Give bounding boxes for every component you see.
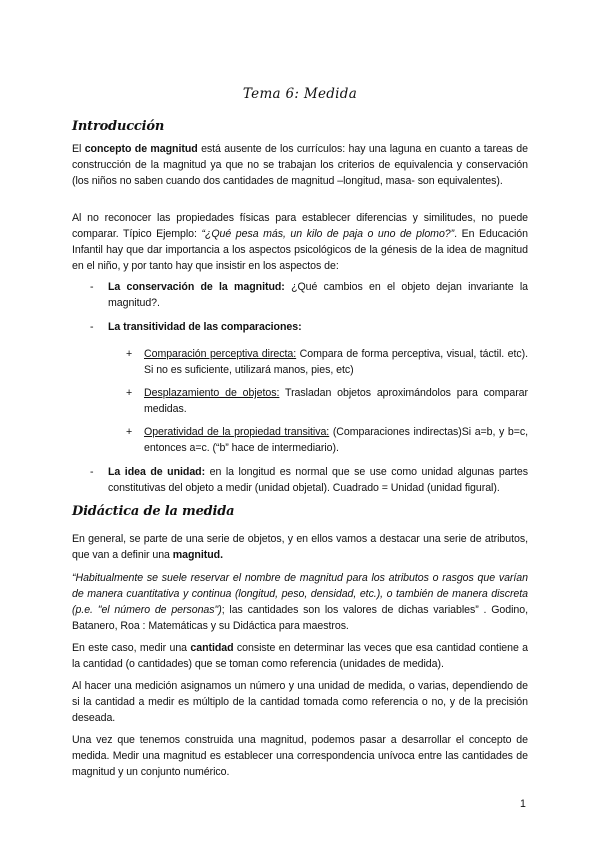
intro-paragraph-2: Al no reconocer las propiedades físicas para establecer diferencias y similitudes, no puede comparar. Típico Ejemplo: “¿Qué pesa más, un kilo de paja o uno de plomo?”. En Educación Infantil hay que dar importancia a los aspectos psicológicos de la génesis de la idea de magnitud en el niño, y por tanto hay que insistir en los aspectos de: (72, 212, 528, 272)
section-heading-didactica: Didáctica de la medida (72, 504, 235, 519)
plus-bullet: + (126, 426, 133, 438)
sub-item-comparacion-perceptiva: Comparación perceptiva directa: Compara de forma perceptiva, visual, táctil. etc). Si no es suficiente, utilizará manos, pies, etc) (144, 348, 528, 376)
dash-bullet: - (90, 321, 94, 333)
plus-bullet: + (126, 387, 133, 399)
page-title: Tema 6: Medida (242, 86, 358, 102)
didactica-quote: “Habitualmente se suele reservar el nombre de magnitud para los atributos o rasgos que varían de manera cuantitativa y continua (longitud, peso, densidad, etc.), o también de manera discreta (p.e. "el número de personas"); las cantidades son los valores de dichas variables” . Godino, Batanero, Roa : Matemáticas y su Didáctica para maestros. (72, 572, 528, 632)
page-number: 1 (520, 798, 526, 810)
sub-item-desplazamiento: Desplazamiento de objetos: Trasladan objetos aproximándolos para comparar medidas. (144, 387, 528, 415)
sub-item-operatividad: Operatividad de la propiedad transitiva: (Comparaciones indirectas)Si a=b, y b=c, entonces a=c. (“b” hace de intermediario). (144, 426, 528, 454)
didactica-paragraph-5: Una vez que tenemos construida una magnitud, podemos pasar a desarrollar el concepto de medida. Medir una magnitud es establecer una correspondencia unívoca entre las cantidades de magnitud y un conjunto numérico. (72, 734, 528, 778)
document-page (72, 0, 528, 848)
didactica-paragraph-3: En este caso, medir una cantidad consiste en determinar las veces que esa cantidad contiene a la cantidad (o cantidades) que se toman como referencia (unidades de medida). (72, 642, 528, 670)
list-item-idea-unidad: La idea de unidad: en la longitud es normal que se use como unidad algunas partes constitutivas del objeto a medir (unidad objetal). Cuadrado = Unidad (unidad figural). (108, 466, 528, 494)
list-item-conservacion: La conservación de la magnitud: ¿Qué cambios en el objeto dejan invariante la magnitud?. (108, 281, 528, 309)
dash-bullet: - (90, 466, 94, 478)
dash-bullet: - (90, 281, 94, 293)
section-heading-introduccion: Introducción (72, 119, 165, 134)
didactica-paragraph-4: Al hacer una medición asignamos un número y una unidad de medida, o varias, dependiendo de si la cantidad a medir es múltiplo de la cantidad tomada como referencia o no, y de la precisión deseada. (72, 680, 528, 724)
didactica-paragraph-1: En general, se parte de una serie de objetos, y en ellos vamos a destacar una serie de atributos, que van a definir una magnitud. (72, 533, 528, 561)
plus-bullet: + (126, 348, 133, 360)
intro-paragraph-1: El concepto de magnitud está ausente de los currículos: hay una laguna en cuanto a tareas de construcción de la magnitud ya que no se trabajan los criterios de equivalencia y conservación (los niños no saben cuando dos cantidades de magnitud –longitud, masa- son equivalentes). (72, 143, 528, 187)
list-item-transitividad: La transitividad de las comparaciones: (108, 321, 302, 333)
